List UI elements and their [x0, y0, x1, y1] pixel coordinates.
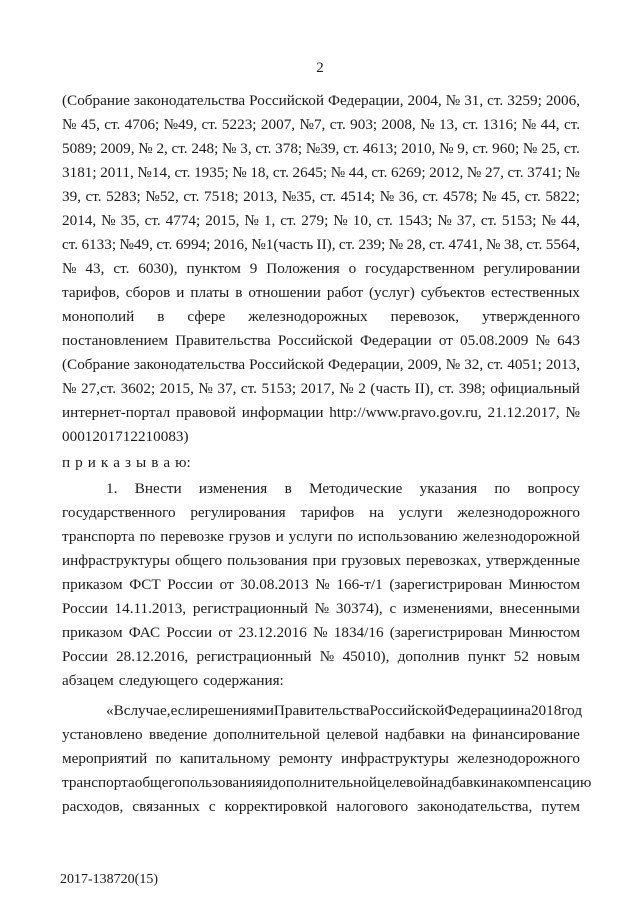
text-line: расходов, связанных с корректировкой налогового законодательства, путем — [62, 798, 580, 815]
text-line: 5089; 2009, № 2, ст. 248; № 3, ст. 378; №39, ст. 4613; 2010, № 9, ст. 960; № 25, ст. — [62, 140, 580, 157]
text-line: абзацем следующего содержания: — [62, 672, 284, 689]
text-line: (Собрание законодательства Российской Федерации, 2004, № 31, ст. 3259; 2006, — [62, 92, 580, 109]
text-line: инфраструктуры общего пользования при грузовых перевозках, утвержденные — [62, 552, 580, 569]
text-line: государственного регулирования тарифов на услуги железнодорожного — [62, 504, 580, 521]
text-line: транспорта общего пользования и дополнительной целевой надбавки на компенсацию — [62, 774, 592, 791]
text-line: № 27,ст. 3602; 2015, № 37, ст. 5153; 2017, № 2 (часть II), ст. 398; официальный — [62, 380, 580, 397]
text-line: мероприятий по капитальному ремонту инфраструктуры железнодорожного — [62, 750, 580, 767]
text-line: 39, ст. 5283; №52, ст. 7518; 2013, №35, ст. 4514; № 36, ст. 4578; № 45, ст. 5822; — [62, 188, 580, 205]
text-line: 0001201712210083) — [62, 428, 189, 445]
text-line: приказом ФАС России от 23.12.2016 № 1834/16 (зарегистрирован Минюстом — [62, 624, 580, 641]
text-line: 1. Внести изменения в Методические указания по вопросу — [106, 480, 580, 497]
text-line: «В случае, если решениями Правительства Российской Федерации на 2018 год — [106, 702, 583, 719]
text-line: установлено введение дополнительной целевой надбавки на финансирование — [62, 726, 580, 743]
text-line: 2014, № 35, ст. 4774; 2015, № 1, ст. 279; № 10, ст. 1543; № 37, ст. 5153; № 44, — [62, 212, 580, 229]
text-line: (Собрание законодательства Российской Федерации, 2009, № 32, ст. 4051; 2013, — [62, 356, 580, 373]
text-line: России 14.11.2013, регистрационный № 30374), с изменениями, внесенными — [62, 600, 580, 617]
text-line: монополий в сфере железнодорожных перевозок, утвержденного — [62, 308, 580, 325]
text-line: постановлением Правительства Российской Федерации от 05.08.2009 № 643 — [62, 332, 580, 349]
text-line: России 28.12.2016, регистрационный № 45010), дополнив пункт 52 новым — [62, 648, 580, 665]
text-line: транспорта по перевозке грузов и услуги по использованию железнодорожной — [62, 528, 580, 545]
text-line: 3181; 2011, №14, ст. 1935; № 18, ст. 2645; № 44, ст. 6269; 2012, № 27, ст. 3741; № — [62, 164, 580, 181]
text-line: интернет-портал правовой информации http://www.pravo.gov.ru, 21.12.2017, № — [62, 404, 580, 421]
document-code: 2017-138720(15) — [60, 872, 158, 887]
text-line: № 45, ст. 4706; №49, ст. 5223; 2007, №7, ст. 903; 2008, № 13, ст. 1316; № 44, ст. — [62, 116, 580, 133]
text-line: № 43, ст. 6030), пунктом 9 Положения о государственном регулировании — [62, 260, 580, 277]
text-line: тарифов, сборов и платы в отношении работ (услуг) субъектов естественных — [62, 284, 580, 301]
page-number: 2 — [316, 60, 324, 76]
text-line: п р и к а з ы в а ю: — [62, 454, 191, 471]
text-line: приказом ФСТ России от 30.08.2013 № 166-т/1 (зарегистрирован Минюстом — [62, 576, 580, 593]
text-line: ст. 6133; №49, ст. 6994; 2016, №1(часть II), ст. 239; № 28, ст. 4741, № 38, ст. 5564, — [62, 236, 580, 253]
